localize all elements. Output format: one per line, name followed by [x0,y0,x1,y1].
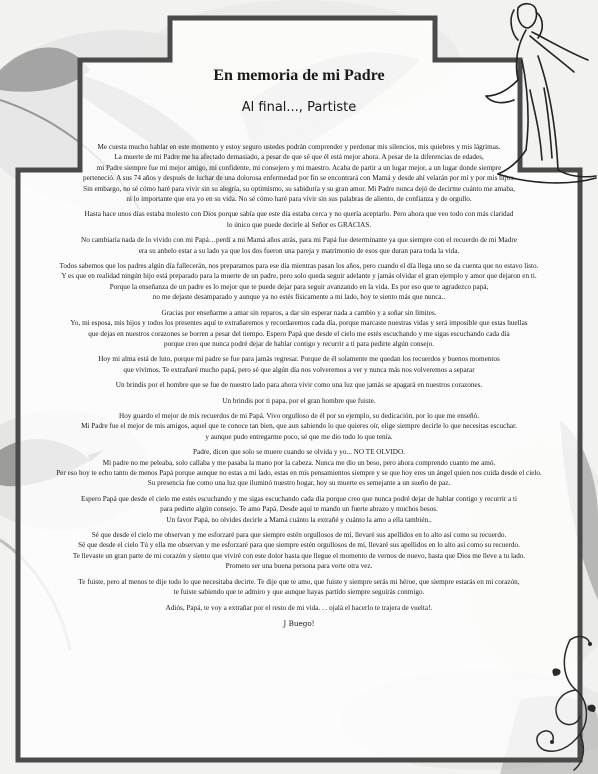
paragraph-4: Todos sabemos que los padres algún día fallecerán, nos preparamos para ese día mientras pasan los años, pero cuando el día llega uno se da cuenta que no estavo listo. Y es que en realidad ningún hijo está preparado para la muerte de un padre, pero solo queda seguir adelante y jamás olvidar el gran ejemplo y amor que dejaron en ti. Porque la enseñanza de un padre es lo mejor que te puede dejar para seguir avanzando en la vida. Es por eso que te agradezco papá, no me dejaste desamparado y aunque ya no estés físicamente a mi lado, hoy te siento más que nunca.. [59,262,539,302]
paragraph-1: Me cuesta mucho hablar en este momento y estoy seguro ustedes podrán comprender y perdonar mis silencios, mis quiebres y mis lágrimas. La muerte de mi Padre me ha afectado demasiado, a pesar de que sé que él está mejor ahora. A pesar de la diferencias de edades, mi Padre siempre fue mi mejor amigo, mi confidente, mi consejero y mi maestro. Acaba de partir a un lugar mejor, a un lugar donde siempre perteneció. A sus 74 años y después de luchar de una dolorosa enfermedad por fin se encontrará con Mamá y desde ahí velarán por mí y por mis hijos. Sin embargo, no sé cómo haré para vivir sin su alegría, su optimismo, su sabiduría y su gran amor. Mi Padre nunca dejó de decirme cuánto me amaba, ni lo importante que era yo en su vida. No sé cómo haré para vivir sin sus palabras de aliento, de confianza y de orgullo. [83,143,515,204]
paragraph-7: Un brindis por el hombre que se fue de nuestro lado para ahora vivir como una luz que jamás se apagará en nuestros corazones. [115,381,483,390]
letter-body [22,142,576,629]
paragraph-10: Padre, dicen que solo se muere cuando se olvida y yo... NO TE OLVIDO. Mi padre no me peleaba, solo callaba y me pasaba la mano por la cabeza. Nunca me dio un beso, pero ahora comprendo cuanto me amó. Per eso hoy te echo tanto de menos Papá porque aunque no estas a mi lado, estas en mis pensamientos siempre y se que hoy eres un ángel quien nos cuida desde el cielo. Su presencia fue como una luz que iluminó nuestro hogar, hoy su muerte es semejante a un sueño de paz. [56,448,542,488]
signature: J Buego! [283,618,315,628]
paragraph-5: Gracias por enseñarme a amar sin reparos, a dar sin esperar nada a cambio y a soñar sin límites. Yo, mi esposa, mis hijos y todos los presentes aquí te extrañaremos y recordaremos cada día, porque marcaste nuestras vidas y será imposible que estas huellas que dejas en nuestros corazones se borren a pesar del tiempo. Espero Papá que desde el cielo me estés escuchando y me sigas escuchando cada día porque creo que nunca podré dejar de hablar contigo y recurrir a ti para pedirte algún consejo. [70,308,528,348]
paragraph-6: Hoy mi alma está de luto, porque mi padre se fue para jamás regresar. Porque de él solamente me quedan los recuerdos y buenos momentos que vivimos. Te extrañaré mucho papá, pero sé que algún día nos volveremos a ver y nunca más nos volveremos a separar [98,355,500,374]
paragraph-8: Un brindis por ti papa, por el gran hombre que fuiste. [222,396,376,405]
page-subtitle: Al final..., Partiste [241,100,357,115]
memorial-text-panel [22,66,576,746]
closing-line: Adiós, Papá, te voy a extrañar por el resto de mi vida. . . ojalá el hacerlo te trajera de vuelta!. [165,604,433,613]
page-title: En memoria de mi Padre [213,67,385,84]
paragraph-9: Hoy guardo el mejor de mis recuerdos de mi Papá. Vivo orgulloso de él por su ejemplo, su dedicación, por lo que me enseñó. Mi Padre fue el mejor de mis amigos, aquel que te conoce tan bien, que aun sabiendo lo que quieres oír, elige siempre decirle lo que necesitas escuchar. y aunque pudo entregarme poco, sé que me dio todo lo que tenía. [81,411,517,441]
paragraph-12: Sé que desde el cielo me observan y me esforzaré para que siempre estén orgullosos de mí, llevaré sus apellidos en lo alto así como su recuerdo. Sé que desde el cielo Tú y ella me observan y me esforzaré para que siempre estén orgullosos de mí, llevaré sus apellidos en lo alto así como su recuerdo. Te llevaste un gran parte de mi corazón y siento que viviré con este dolor hasta que llegue el momento de vernos de nuevo, hasta que Dios me lleve a tu lado. Prometo ser una buena persona para verte otra vez. [72,531,526,571]
paragraph-13: Te fuiste, pero al menos te dije todo lo que necesitaba decirte. Te dije que te amo, que fuiste y siempre serás mi héroe, que siempre estarás en mi corazón, te fuiste sabiendo que te admiro y que aunque hayas partido siempre seguirás conmigo. [78,577,520,597]
paragraph-2: Hasta hace unos días estaba molesto con Dios porque sabía que este día estaba cerca y no quería aceptarlo. Pero ahora que veo todo con más claridad lo único que puede decirle al Señor es GRACIAS. [84,210,514,229]
paragraph-11: Espero Papá que desde el cielo me estés escuchando y me sigas escuchando cada día porque creo que nunca podré dejar de hablar contigo y recurrir a ti para pedirte algún consejo. Te amo Papá. Desde aquí te mando un fuerte abrazo y muchos besos. Un favor Papá, no olvides decirle a Mamá cuánto la extrañé y cuánto la amo a ella también.. [80,494,518,524]
paragraph-3: No cambiaría nada de lo vivido con mi Papá…perdí a mi Mamá años atrás, para mi Papá fue determinante ya que siempre con el recuerdo de mi Madre era su anhelo estar a su lado ya que los dos fueron una pareja y matrimonio de esos que duran para toda la vida. [81,236,517,255]
